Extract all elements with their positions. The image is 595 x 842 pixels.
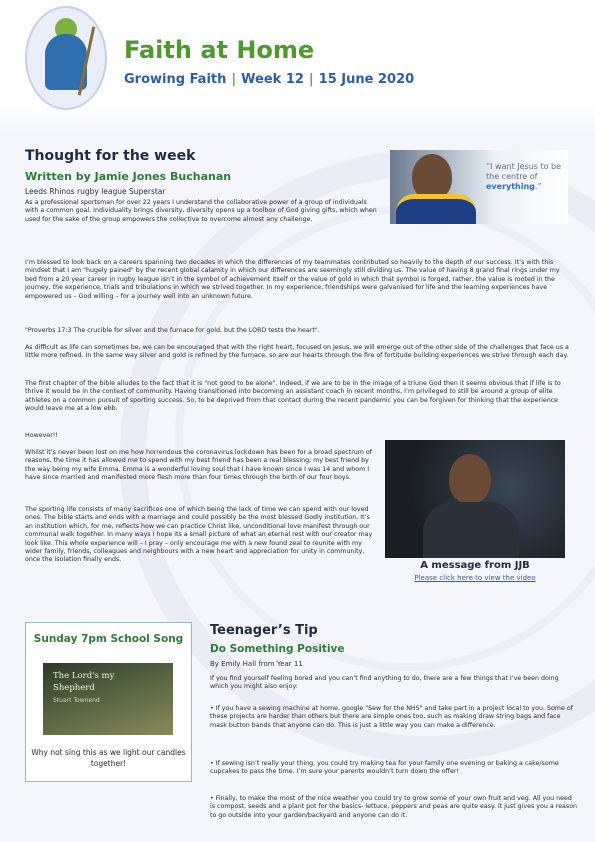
article-paragraph-7: Whilst it’s never been lost on me how horrendous the coronavirus lockdown has been for a broad spectrum of reasons, the time it has allowed me to spend with my best friend has been a real blessing; my best friend by the way being my wife Emma. Emma is a wonderful loving soul that I have known since I was 14 and whom I have since married and manifested more flesh more than four times through the birth of our four boys. xyxy=(25,449,372,482)
song-thumbnail[interactable] xyxy=(43,663,173,735)
video-link[interactable]: Please click here to view the video xyxy=(414,574,536,582)
tip-paragraph-3: • If sewing isn’t really your thing, you could try making tea for your family one evening or baking a cake/some cupcakes to pass the time. I’m sure your parents wouldn’t turn down the offer! xyxy=(210,760,559,776)
page-title: Faith at Home xyxy=(124,36,315,64)
article-paragraph-6: However!! xyxy=(25,432,58,439)
tip-paragraph-2: • If you have a sewing machine at home, google "Sew for the NHS" and take part in a project local to you. Some of these projects are harder than others but there are simple ones too, such as making draw string bags and face mask button bands that anyone can do. This is just a little way you can make a difference. xyxy=(210,705,573,729)
subtitle-separator-1: | xyxy=(231,72,237,87)
section-title: Thought for the week xyxy=(25,148,196,164)
song-caption: Why not sing this as we light our candles together! xyxy=(31,748,186,768)
header xyxy=(0,0,595,135)
tip-paragraph-4: • Finally, to make the most of the nice weather you could try to grow some of your own fruit and veg. All you need is compost, seeds and a plant pot for the basics- lettuce, peppers and peas are quite easy. It just gives you a reason to go outside into your garden/backyard and anyone can do it. xyxy=(210,795,578,819)
article-paragraph-4: As difficult as life can sometimes be, we can be encouraged that with the right heart, focused on Jesus, we will emerge out of the other side of the challenges that face us a little more refined. In the same way silver and gold is refined by the furnace, so are our hearts through the fire of fortitude building experiences we strive through each day. xyxy=(25,344,569,360)
tip-paragraph-1: If you find yourself feeling bored and you can’t find anything to do, there are a few things that I’ve been doing which you might also enjoy: xyxy=(210,675,559,691)
article-paragraph-8: The sporting life consists of many sacrifices one of which being the lack of time we can spend with our loved ones. The bible starts and ends with a marriage and could possibly be the most blessed Godly institution. It’s an institution which, for me, reflects how we can practice Christ like, unconditional love manifest through our communal walk together. In many ways I hope its a small picture of what an eternal rest with our creator may look like. This whole experience will – I pray – only encourage me with a new found zeal to reunite with my wider family, friends, colleagues and neighbours with a new heart and appreciation for unity in community, once the isolation finally ends. xyxy=(25,506,373,564)
article-paragraph-1: As a professional sportsman for over 22 years I understand the collaborative power of a group of individuals with a common goal. Individuality brings diversity, diversity opens up a toolbox of God giving gifts, which when used for the sake of the group empowers the collective to overcome almost any challenge. xyxy=(25,199,377,223)
photo-quote xyxy=(486,162,566,192)
header-band xyxy=(0,106,595,136)
school-crest-logo xyxy=(25,6,107,110)
subtitle-date: 15 June 2020 xyxy=(318,72,415,87)
author-name: Written by Jamie Jones Buchanan xyxy=(25,170,232,183)
video-thumbnail[interactable] xyxy=(385,440,565,558)
portrait-jersey xyxy=(396,194,476,224)
article-paragraph-2: I’m blessed to look back on a careers spanning two decades in which the differences of my teammates contributed so heavily to the depth of our success. It’s with this mindset that I am "hugely pained" by the recent global calamity in which our differences are seemingly still dividing us. The value of having 8 grand final rings under my bed from a 20 year career in rugby league isn’t in the symbol of achievement itself or the value of gold in which that symbol is forged, rather, the value is rooted in the journey, the experience, trials and tribulations in which we strived together. In my experience, friendships were galvanised for life and the learning experiences have empowered us – God willing – for a journey well into an unknown future. xyxy=(25,259,560,300)
video-caption: A message from JJB xyxy=(420,560,530,571)
song-title: Sunday 7pm School Song xyxy=(33,633,184,645)
song-box xyxy=(25,622,192,782)
song-thumb-line-2: Shepherd xyxy=(53,683,95,693)
article-paragraph-5: The first chapter of the bible alludes to the fact that it is "not good to be alone". Indeed, if we are to be in the image of a triune God then it seems obvious that if life is to thrive it would be in the context of community. Having transitioned into becoming an assistant coach in recent months, I’m privileged to still be around a group of elite athletes on a common pursuit of sporting success. So, to be deprived from that contact during the recent pandemic you can be forgiven for thinking that the experience would leave me at a low ebb. xyxy=(25,380,561,413)
photo-quote-end: .” xyxy=(534,182,542,191)
page-subtitle xyxy=(124,72,414,87)
video-person-head xyxy=(449,454,491,504)
subtitle-week: Week 12 xyxy=(241,72,304,87)
author-photo xyxy=(390,150,568,224)
tip-title: Teenager’s Tip xyxy=(210,623,318,638)
song-thumb-line-1: The Lord's my xyxy=(53,671,115,681)
article-paragraph-3: "Proverbs 17:3 The crucible for silver and the furnace for gold, but the LORD tests the heart". xyxy=(25,327,320,334)
subtitle-separator-2: | xyxy=(308,72,314,87)
author-role: Leeds Rhinos rugby league Superstar xyxy=(25,187,166,196)
tip-subtitle: Do Something Positive xyxy=(210,643,345,655)
photo-quote-emphasis: everything xyxy=(486,182,535,191)
song-thumb-artist: Stuart Townend xyxy=(53,697,100,704)
tip-byline: By Emily Hall from Year 11 xyxy=(210,660,303,668)
video-person-body xyxy=(423,502,519,558)
photo-quote-start: “I want Jesus to be the centre of xyxy=(486,162,562,181)
subtitle-series: Growing Faith xyxy=(124,72,227,87)
